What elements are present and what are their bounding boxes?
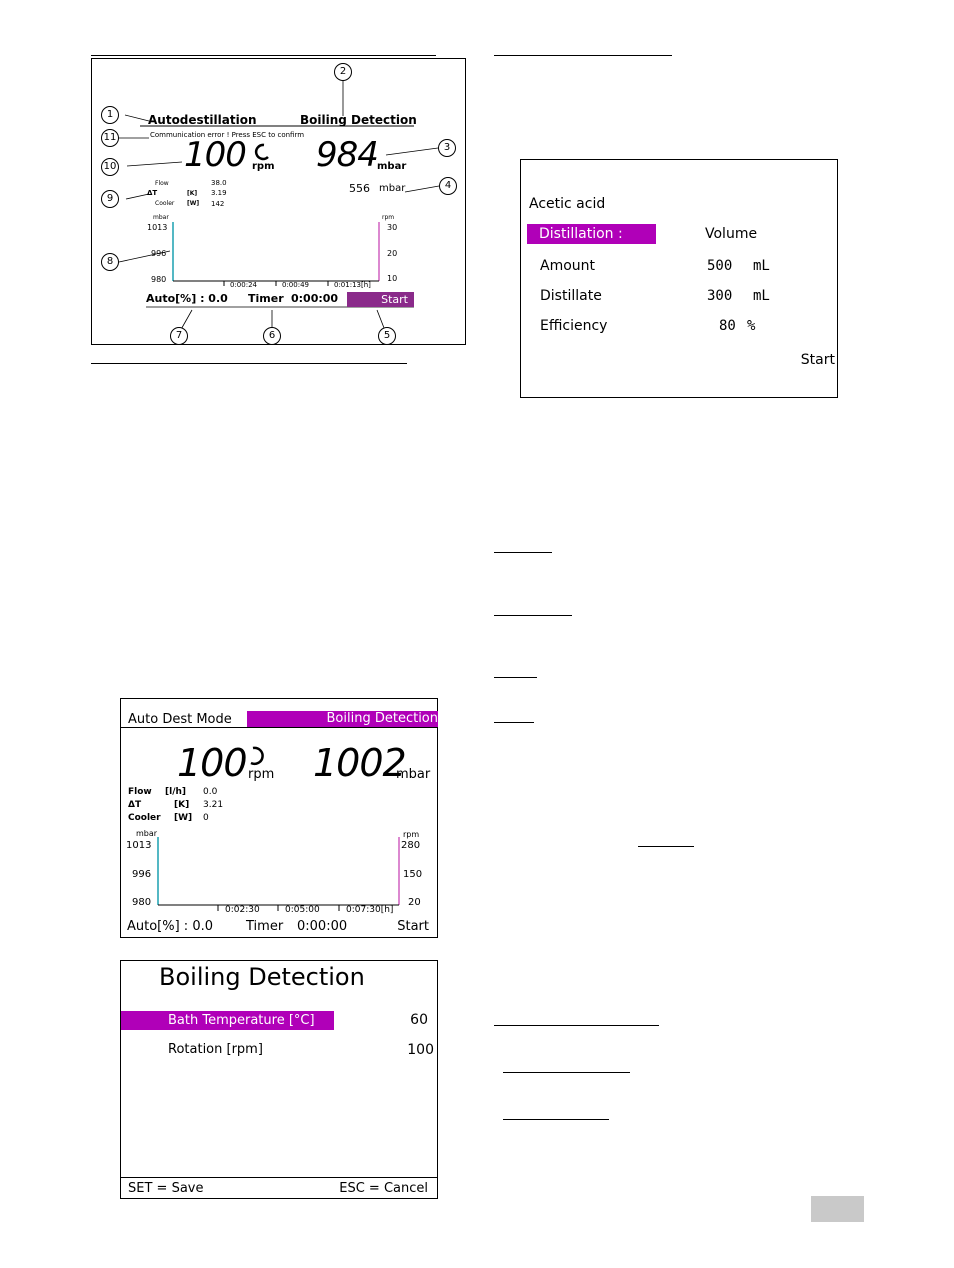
fig2-start-button[interactable]: Start (800, 352, 835, 368)
fig3-start-button[interactable]: Start (397, 919, 429, 934)
fig1-right-tick-mid: 20 (387, 249, 398, 258)
fig3-timer-value: 0:00:00 (297, 919, 348, 934)
fig4-rotation-value[interactable]: 100 (407, 1042, 434, 1058)
fig2-amount-label: Amount (540, 258, 596, 274)
fig1-cooler-unit: [W] (187, 200, 200, 207)
fig3-cooler-label: Cooler (128, 813, 161, 823)
callout-11: 11 (101, 129, 119, 147)
fig1-timer-value: 0:00:00 (291, 292, 339, 305)
fig3-dt-unit: [K] (174, 800, 190, 810)
fig3-cooler-value: 0 (203, 813, 209, 823)
fig3-left-tick-bottom: 980 (132, 897, 152, 908)
callout-2: 2 (334, 63, 352, 81)
fig2-amount-unit: mL (753, 258, 770, 274)
fig1-title-left: Autodestillation (148, 113, 257, 127)
fig1-left-tick-mid: 996 (151, 249, 167, 258)
fig3-speed-unit: rpm (248, 767, 275, 782)
fig2-efficiency-unit: % (747, 318, 756, 334)
fig3-flow-label: Flow (128, 787, 152, 797)
fig1-left-tick-bottom: 980 (151, 275, 167, 284)
fig1-right-tick-top: 30 (387, 223, 398, 232)
fig4-footer-divider (121, 1177, 437, 1178)
fig1-cooler-label: Cooler (155, 200, 175, 207)
fig3-right-axis-unit: rpm (403, 830, 420, 839)
fig2-distillation-selector[interactable] (527, 224, 656, 244)
fig3-timer-label: Timer (246, 919, 284, 934)
fig1-auto-readout: Auto[%] : 0.0 (146, 292, 228, 305)
fig1-pressure-value: 984 (316, 135, 378, 175)
fig3-auto-readout: Auto[%] : 0.0 (127, 919, 213, 934)
rotation-icon (250, 143, 272, 161)
heading-rule (638, 846, 694, 847)
fig2-program-title: Acetic acid (529, 196, 606, 212)
fig1-time-tick-3: 0:01:13[h] (334, 281, 371, 289)
fig1-time-tick-1: 0:00:24 (230, 281, 257, 289)
fig4-bath-temperature-row[interactable] (121, 1011, 334, 1030)
fig1-speed-value: 100 (184, 135, 246, 175)
fig3-left-tick-top: 1013 (126, 840, 152, 851)
fig1-cooler-value: 142 (211, 200, 225, 208)
fig1-error-message: Communication error ! Press ESC to confirm (150, 131, 305, 139)
fig1-title-right: Boiling Detection (300, 113, 417, 127)
callout-9: 9 (101, 190, 119, 208)
fig3-mode-value: Boiling Detection (326, 711, 438, 726)
fig2-distillate-label: Distillate (540, 288, 602, 304)
fig3-auto-dest-display (120, 698, 438, 938)
fig1-speed-unit: rpm (252, 161, 275, 172)
fig1-flow-value: 38.0 (211, 179, 227, 187)
fig2-efficiency-label: Efficiency (540, 318, 608, 334)
heading-rule (494, 552, 552, 553)
fig1-timer-label: Timer (248, 292, 284, 305)
fig3-time-tick-1: 0:02:30 (225, 905, 260, 915)
fig2-distillate-value[interactable]: 300 (707, 288, 733, 304)
fig3-right-tick-mid: 150 (403, 869, 423, 880)
heading-rule (494, 1025, 659, 1026)
heading-rule (503, 1119, 609, 1120)
callout-5: 5 (378, 327, 396, 345)
callout-7: 7 (170, 327, 188, 345)
fig1-display-annotated (91, 58, 466, 345)
page-number-tab (811, 1196, 864, 1222)
fig1-pressure-unit: mbar (377, 161, 407, 172)
caption-rule (91, 363, 407, 364)
heading-rule (503, 1072, 630, 1073)
callout-4: 4 (439, 177, 457, 195)
fig4-cancel-button[interactable]: ESC = Cancel (339, 1181, 428, 1196)
fig4-bath-temperature-value[interactable]: 60 (410, 1012, 428, 1028)
fig1-start-label: Start (381, 293, 408, 306)
fig4-bath-temperature-label: Bath Temperature [°C] (168, 1013, 315, 1028)
fig2-amount-value[interactable]: 500 (707, 258, 733, 274)
callout-10: 10 (101, 158, 119, 176)
fig3-dt-value: 3.21 (203, 800, 224, 810)
fig1-left-tick-top: 1013 (147, 223, 168, 232)
fig1-left-axis-unit: mbar (153, 214, 169, 221)
fig2-distillation-label: Distillation : (539, 226, 623, 242)
fig1-setpoint-unit: mbar (379, 183, 406, 194)
callout-8: 8 (101, 253, 119, 271)
callout-3: 3 (438, 139, 456, 157)
fig4-title: Boiling Detection (159, 963, 365, 991)
fig1-dt-unit: [K] (187, 190, 198, 197)
fig4-boiling-detection-settings (120, 960, 438, 1199)
fig2-program-display (520, 159, 838, 398)
heading-rule (494, 722, 534, 723)
fig3-mode-label: Auto Dest Mode (128, 712, 232, 727)
fig1-time-tick-2: 0:00:49 (282, 281, 309, 289)
heading-rule (91, 55, 436, 56)
fig3-cooler-unit: [W] (174, 813, 193, 823)
fig3-dt-label: ΔT (128, 800, 142, 810)
fig2-distillation-value[interactable]: Volume (705, 226, 758, 242)
fig2-efficiency-value[interactable]: 80 (719, 318, 736, 334)
fig1-setpoint-value: 556 (349, 182, 370, 195)
fig1-start-button[interactable] (347, 292, 414, 307)
fig1-dt-value: 3.19 (211, 189, 227, 197)
fig3-flow-value: 0.0 (203, 787, 218, 797)
fig3-pressure-value: 1002 (313, 741, 406, 785)
fig4-save-button[interactable]: SET = Save (128, 1181, 204, 1196)
fig3-time-tick-2: 0:05:00 (285, 905, 320, 915)
fig3-right-tick-bottom: 20 (408, 897, 421, 908)
fig3-speed-value: 100 (177, 741, 247, 785)
heading-rule (494, 677, 537, 678)
fig3-flow-unit: [l/h] (165, 787, 187, 797)
fig3-left-tick-mid: 996 (132, 869, 152, 880)
fig2-distillate-unit: mL (753, 288, 770, 304)
fig3-right-tick-top: 280 (401, 840, 421, 851)
fig1-flow-label: Flow (155, 180, 169, 187)
fig1-right-axis-unit: rpm (382, 214, 395, 221)
callout-6: 6 (263, 327, 281, 345)
fig1-dt-label: ΔT (147, 189, 158, 197)
fig3-left-axis-unit: mbar (136, 829, 158, 838)
heading-rule (494, 55, 672, 56)
heading-rule (494, 615, 572, 616)
fig3-pressure-unit: mbar (396, 767, 431, 782)
fig1-right-tick-bottom: 10 (387, 274, 398, 283)
callout-1: 1 (101, 106, 119, 124)
fig3-time-tick-3: 0:07:30[h] (346, 905, 394, 915)
fig4-rotation-label[interactable]: Rotation [rpm] (168, 1042, 263, 1057)
fig3-chart (121, 699, 437, 937)
